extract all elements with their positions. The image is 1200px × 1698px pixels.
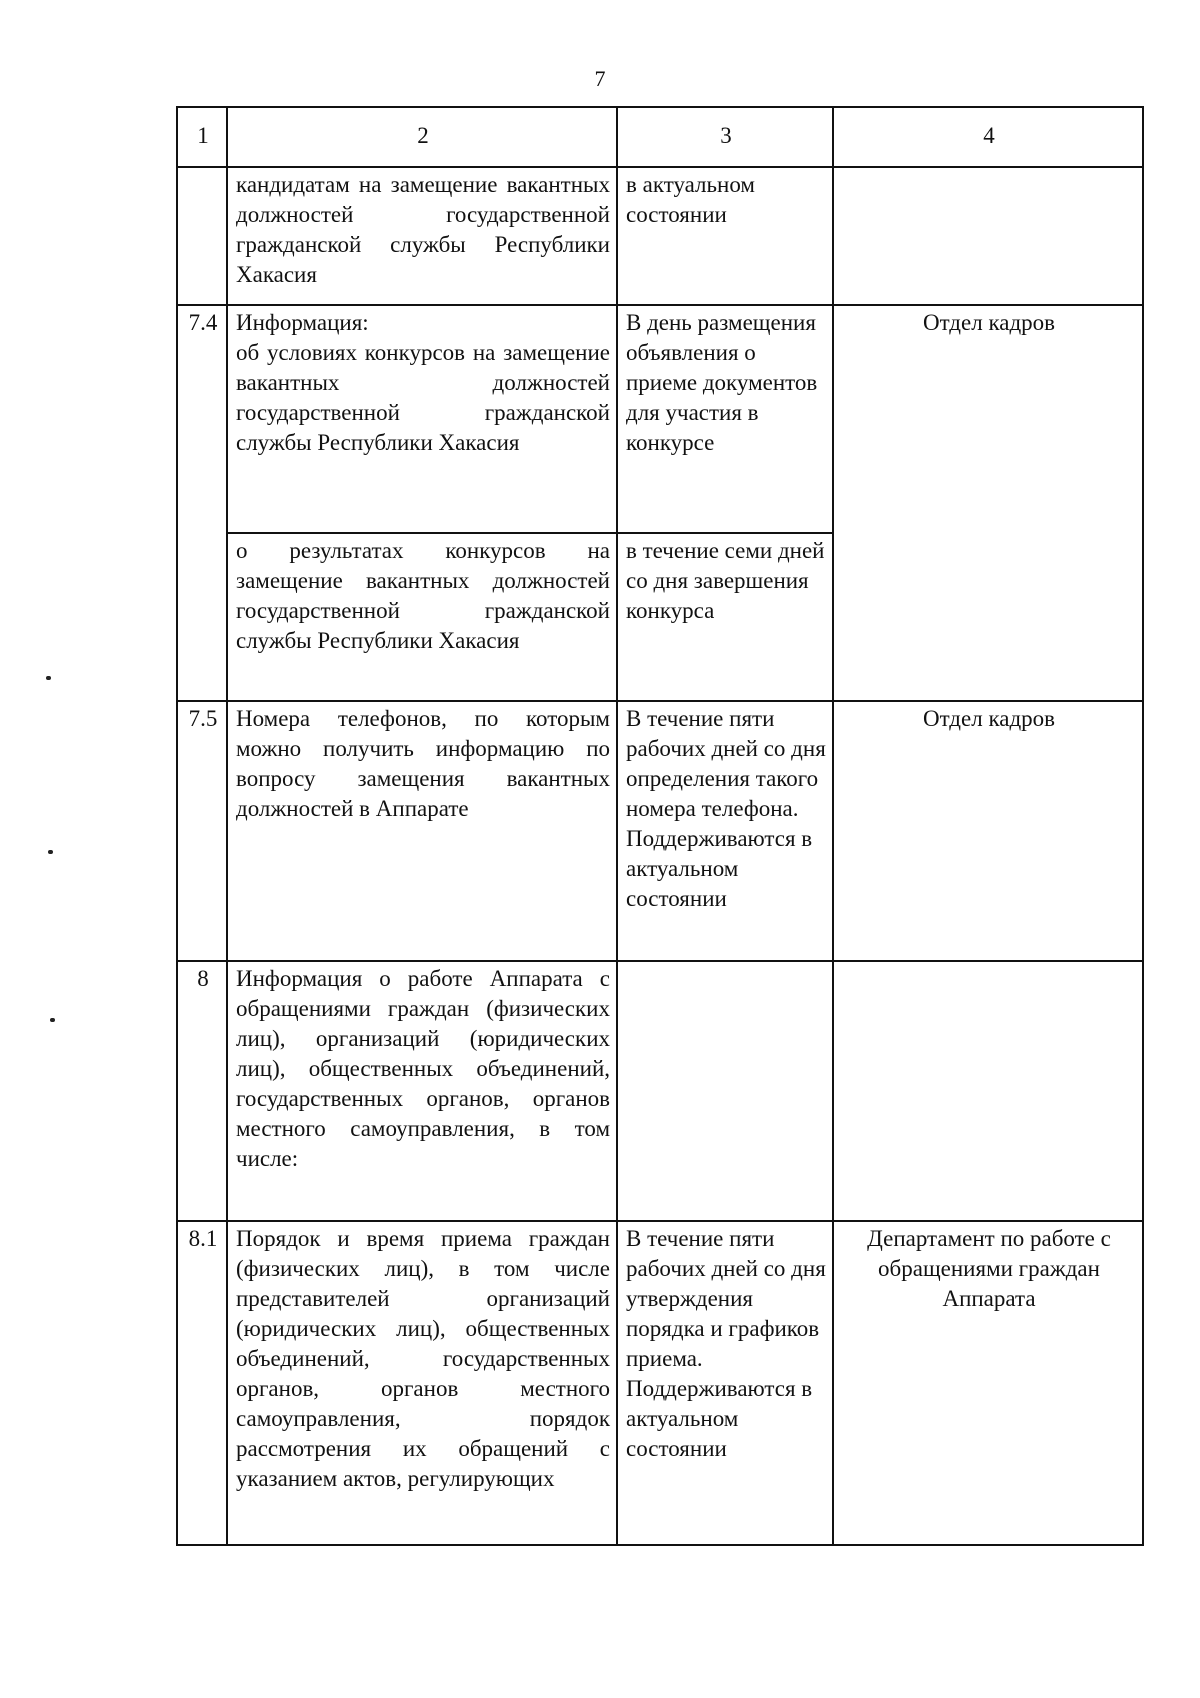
row-responsible: Отдел кадров [833,305,1143,701]
scan-speck [50,1018,55,1022]
row-responsible [833,167,1143,305]
row-description: Порядок и время приема граждан (физических лиц), в том числе представителей организаций (юридических лиц), общественных объединений, государственных органов, органов местного самоуправления, порядок рассмотрения их обращений с указанием актов, регулирующих [227,1221,617,1545]
row-term: в течение семи дней со дня завершения конкурса [617,533,833,701]
row-number: 7.4 [177,305,227,701]
header-col-1: 1 [177,107,227,167]
table-row-8 [177,961,1143,1221]
row-term [617,961,833,1221]
header-row [177,107,1143,167]
row-description: о результатах конкурсов на замещение вакантных должностей государственной гражданской службы Республики Хакасия [227,533,617,701]
header-col-3: 3 [617,107,833,167]
information-table [176,106,1144,1546]
row-description: Информация о работе Аппарата с обращениями граждан (физических лиц), организаций (юридических лиц), общественных объединений, государственных органов, органов местного самоуправления, в том числе: [227,961,617,1221]
row-term: В течение пяти рабочих дней со дня утверждения порядка и графиков приема. Поддерживаются в актуальном состоянии [617,1221,833,1545]
table-row-continuation [177,167,1143,305]
row-description: Номера телефонов, по которым можно получить информацию по вопросу замещения вакантных должностей в Аппарате [227,701,617,961]
row-number: 8.1 [177,1221,227,1545]
table-row-7-5 [177,701,1143,961]
row-number: 7.5 [177,701,227,961]
table-row-8-1 [177,1221,1143,1545]
row-responsible [833,961,1143,1221]
header-col-2: 2 [227,107,617,167]
row-term: В день размещения объявления о приеме документов для участия в конкурсе [617,305,833,533]
row-responsible: Отдел кадров [833,701,1143,961]
row-description: кандидатам на замещение вакантных должностей государственной гражданской службы Республики Хакасия [227,167,617,305]
header-col-4: 4 [833,107,1143,167]
row-description [227,305,617,533]
row-number: 8 [177,961,227,1221]
page-number: 7 [594,66,606,91]
table-row-7-4-conditions [177,305,1143,533]
row-term: в актуальном состоянии [617,167,833,305]
row-number [177,167,227,305]
row-responsible: Департамент по работе с обращениями граждан Аппарата [833,1221,1143,1545]
row-description-text: об условиях конкурсов на замещение вакантных должностей государственной гражданской службы Республики Хакасия [236,340,610,455]
row-description-title: Информация: [236,310,369,335]
scan-speck [46,676,51,680]
row-term: В течение пяти рабочих дней со дня определения такого номера телефона. Поддерживаются в актуальном состоянии [617,701,833,961]
scan-speck [48,850,53,854]
